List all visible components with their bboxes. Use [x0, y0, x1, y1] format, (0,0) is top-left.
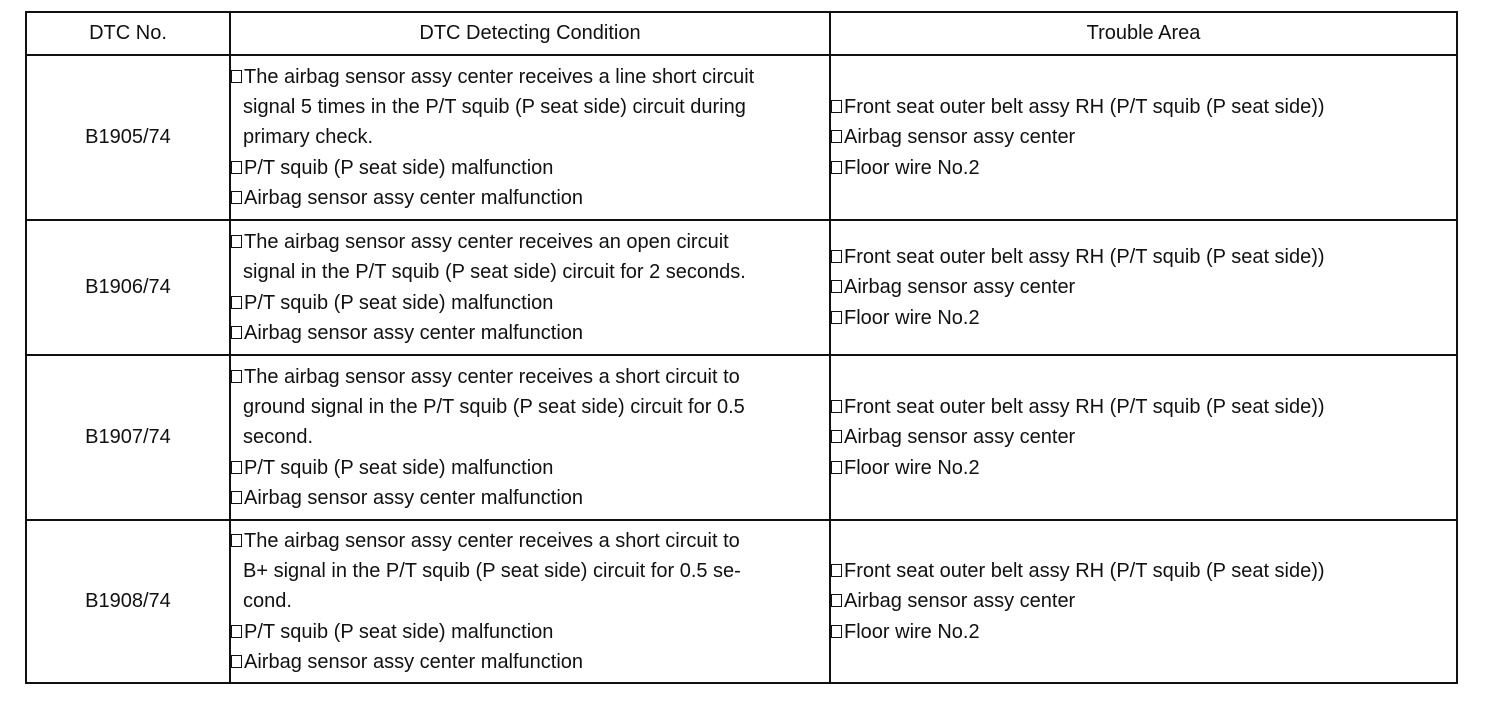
trouble-area-item — [831, 617, 1456, 647]
checkbox-bullet-icon — [231, 296, 242, 309]
trouble-area-text: Airbag sensor assy center — [844, 426, 1076, 449]
checkbox-bullet-icon — [231, 161, 242, 174]
dtc-code: B1907/74 — [26, 355, 230, 520]
trouble-area-text: Floor wire No.2 — [844, 620, 980, 643]
checkbox-bullet-icon — [231, 70, 242, 83]
table-row — [26, 220, 1457, 355]
trouble-area-item — [831, 422, 1456, 452]
condition-text-line: B+ signal in the P/T squib (P seat side) circuit for 0.5 se- — [243, 560, 741, 583]
condition-text-line: cond. — [243, 590, 292, 613]
trouble-area-text: Floor wire No.2 — [844, 156, 980, 179]
checkbox-bullet-icon — [831, 161, 842, 174]
trouble-area-text: Airbag sensor assy center — [844, 590, 1076, 613]
condition-text-line: P/T squib (P seat side) malfunction — [244, 620, 554, 643]
table-body — [26, 55, 1457, 683]
condition-text-line: P/T squib (P seat side) malfunction — [244, 456, 554, 479]
checkbox-bullet-icon — [831, 625, 842, 638]
checkbox-bullet-icon — [231, 461, 242, 474]
checkbox-bullet-icon — [831, 250, 842, 263]
header-detecting-condition: DTC Detecting Condition — [230, 12, 830, 55]
condition-text-line: ground signal in the P/T squib (P seat side) circuit for 0.5 — [243, 396, 745, 419]
checkbox-bullet-icon — [831, 100, 842, 113]
trouble-area-item — [831, 153, 1456, 183]
condition-item — [231, 617, 829, 647]
checkbox-bullet-icon — [831, 594, 842, 607]
trouble-area-item — [831, 272, 1456, 302]
checkbox-bullet-icon — [831, 130, 842, 143]
dtc-code: B1908/74 — [26, 520, 230, 683]
condition-text-line: primary check. — [243, 126, 374, 149]
dtc-code: B1906/74 — [26, 220, 230, 355]
trouble-area-item — [831, 453, 1456, 483]
dtc-code: B1905/74 — [26, 55, 230, 220]
condition-item — [231, 526, 829, 617]
trouble-area-cell — [830, 55, 1457, 220]
checkbox-bullet-icon — [831, 461, 842, 474]
trouble-area-item — [831, 92, 1456, 122]
trouble-area-item — [831, 556, 1456, 586]
condition-item — [231, 153, 829, 183]
condition-item — [231, 318, 829, 348]
trouble-area-text: Front seat outer belt assy RH (P/T squib (P seat side)) — [844, 96, 1325, 119]
detecting-condition-cell — [230, 520, 830, 683]
trouble-area-item — [831, 122, 1456, 152]
checkbox-bullet-icon — [831, 400, 842, 413]
trouble-area-text: Front seat outer belt assy RH (P/T squib (P seat side)) — [844, 560, 1325, 583]
condition-item — [231, 227, 829, 287]
checkbox-bullet-icon — [831, 564, 842, 577]
trouble-area-cell — [830, 520, 1457, 683]
trouble-area-item — [831, 392, 1456, 422]
checkbox-bullet-icon — [831, 280, 842, 293]
condition-text-line: Airbag sensor assy center malfunction — [244, 186, 584, 209]
condition-text-line: The airbag sensor assy center receives a short circuit to — [244, 365, 740, 388]
condition-text-line: signal 5 times in the P/T squib (P seat side) circuit during — [243, 96, 746, 119]
trouble-area-cell — [830, 355, 1457, 520]
trouble-area-text: Floor wire No.2 — [844, 456, 980, 479]
checkbox-bullet-icon — [231, 235, 242, 248]
condition-text-line: The airbag sensor assy center receives a line short circuit — [244, 65, 755, 88]
condition-text-line: The airbag sensor assy center receives an open circuit — [244, 231, 729, 254]
condition-item — [231, 453, 829, 483]
checkbox-bullet-icon — [231, 655, 242, 668]
condition-text-line: signal in the P/T squib (P seat side) circuit for 2 seconds. — [243, 261, 746, 284]
checkbox-bullet-icon — [831, 311, 842, 324]
trouble-area-text: Airbag sensor assy center — [844, 276, 1076, 299]
header-dtc-no: DTC No. — [26, 12, 230, 55]
condition-text-line: The airbag sensor assy center receives a short circuit to — [244, 529, 740, 552]
dtc-table — [25, 11, 1458, 684]
detecting-condition-cell — [230, 355, 830, 520]
checkbox-bullet-icon — [231, 370, 242, 383]
header-trouble-area: Trouble Area — [830, 12, 1457, 55]
condition-text-line: P/T squib (P seat side) malfunction — [244, 291, 554, 314]
trouble-area-text: Floor wire No.2 — [844, 306, 980, 329]
condition-text-line: P/T squib (P seat side) malfunction — [244, 156, 554, 179]
detecting-condition-cell — [230, 55, 830, 220]
trouble-area-text: Front seat outer belt assy RH (P/T squib (P seat side)) — [844, 396, 1325, 419]
table-row — [26, 520, 1457, 683]
checkbox-bullet-icon — [231, 191, 242, 204]
checkbox-bullet-icon — [231, 326, 242, 339]
trouble-area-item — [831, 242, 1456, 272]
condition-item — [231, 183, 829, 213]
condition-item — [231, 362, 829, 453]
header-row — [26, 12, 1457, 55]
trouble-area-item — [831, 586, 1456, 616]
checkbox-bullet-icon — [231, 491, 242, 504]
trouble-area-text: Front seat outer belt assy RH (P/T squib (P seat side)) — [844, 246, 1325, 269]
trouble-area-text: Airbag sensor assy center — [844, 126, 1076, 149]
condition-item — [231, 647, 829, 677]
table-row — [26, 355, 1457, 520]
condition-item — [231, 62, 829, 153]
condition-item — [231, 483, 829, 513]
trouble-area-item — [831, 303, 1456, 333]
condition-text-line: Airbag sensor assy center malfunction — [244, 486, 584, 509]
condition-text-line: second. — [243, 426, 314, 449]
checkbox-bullet-icon — [831, 430, 842, 443]
checkbox-bullet-icon — [231, 625, 242, 638]
checkbox-bullet-icon — [231, 534, 242, 547]
detecting-condition-cell — [230, 220, 830, 355]
condition-item — [231, 288, 829, 318]
condition-text-line: Airbag sensor assy center malfunction — [244, 650, 584, 673]
trouble-area-cell — [830, 220, 1457, 355]
table-row — [26, 55, 1457, 220]
condition-text-line: Airbag sensor assy center malfunction — [244, 321, 584, 344]
